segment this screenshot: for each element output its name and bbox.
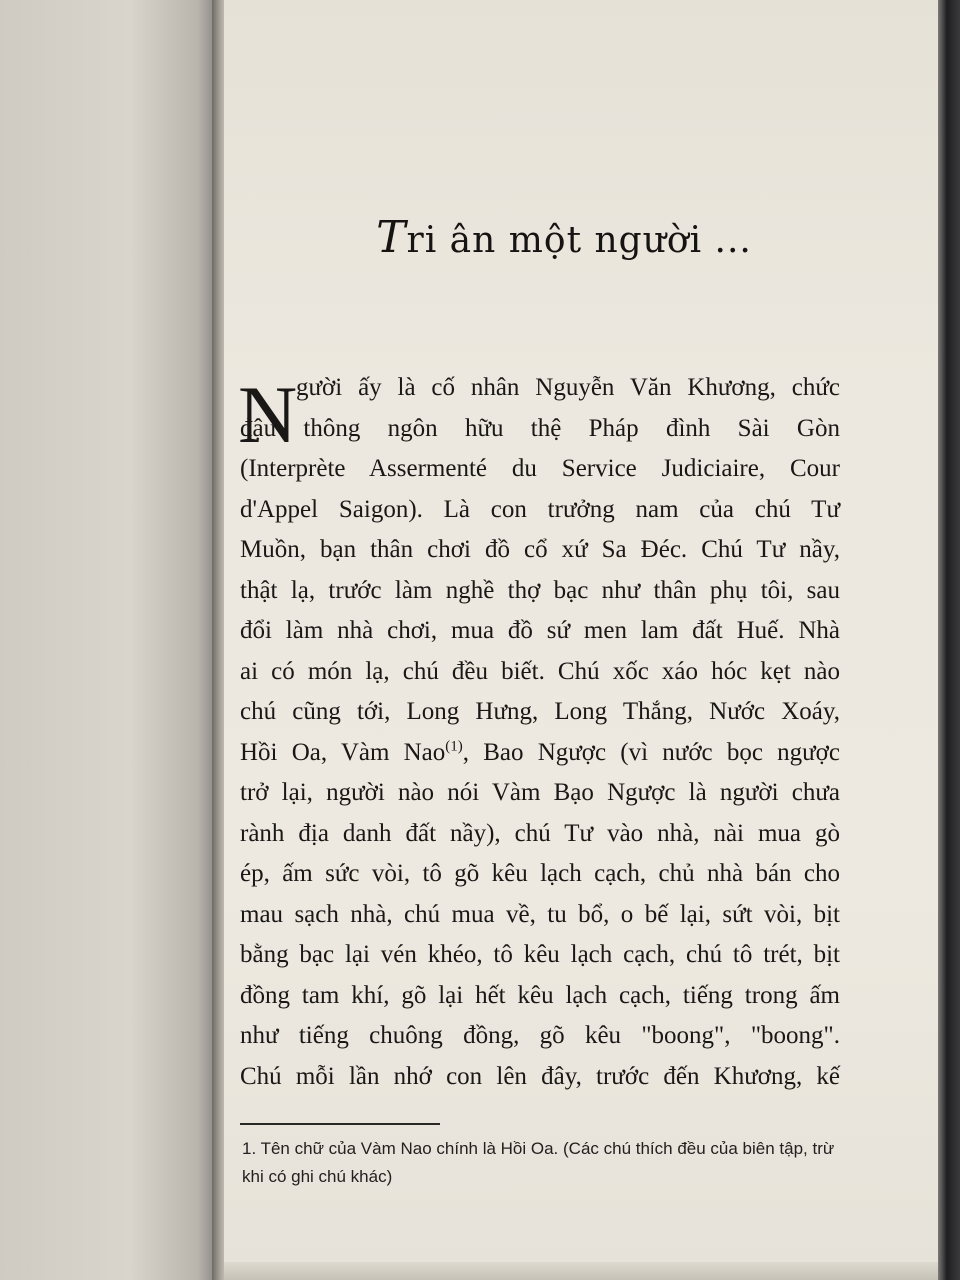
body-line-part: , Bao Ngược (vì nước bọc ngược — [462, 738, 840, 766]
left-page-bleed-text — [5, 196, 215, 441]
chapter-title-initial: T — [376, 212, 407, 263]
body-line: rành địa danh đất nầy), chú Tư vào nhà, nài mua gò — [240, 819, 840, 847]
chapter-title-rest: ri ân một người ... — [406, 220, 752, 261]
body-line: trở lại, người nào nói Vàm Bạo Ngược là người chưa — [240, 779, 840, 806]
body-line: như tiếng chuông đồng, gõ kêu "boong", "boong". — [240, 1022, 840, 1049]
body-line: ai có món lạ, chú đều biết. Chú xốc xáo hóc kẹt nào — [240, 657, 840, 685]
right-page — [224, 0, 942, 1280]
body-line: mau sạch nhà, chú mua về, tu bổ, o bế lại, sứt vòi, bịt — [240, 900, 840, 928]
footnote-line: khi có ghi chú khác) — [242, 1167, 393, 1186]
left-page — [0, 0, 215, 1280]
body-line: đổi làm nhà chơi, mua đồ sứ men lam đất Huế. Nhà — [240, 617, 840, 644]
body-line: Muồn, bạn thân chơi đồ cổ xứ Sa Đéc. Chú Tư nầy, — [240, 536, 840, 563]
body-line: đồng tam khí, gõ lại hết kêu lạch cạch, tiếng trong ấm — [240, 981, 840, 1009]
body-line: (Interprète Assermenté du Service Judiciaire, Cour — [240, 455, 840, 482]
book-cover-edge — [938, 0, 960, 1280]
drop-cap: N — [238, 369, 298, 460]
body-line: thật lạ, trước làm nghề thợ bạc như thân phụ tôi, sau — [240, 576, 840, 604]
body-line: ép, ấm sức vòi, tô gõ kêu lạch cạch, chủ nhà bán cho — [240, 860, 840, 887]
footnote — [242, 1135, 842, 1191]
page-bottom-edge — [224, 1262, 942, 1280]
footnote-rule — [240, 1123, 440, 1125]
body-line: đậu thông ngôn hữu thệ Pháp đình Sài Gòn — [240, 414, 840, 442]
body-line-part: Hồi Oa, Vàm Nao — [240, 738, 446, 766]
body-line: gười ấy là cố nhân Nguyễn Văn Khương, chức — [296, 374, 840, 401]
chapter-title — [354, 212, 774, 263]
body-line-with-footnote — [240, 733, 840, 774]
body-line: d'Appel Saigon). Là con trưởng nam của chú Tư — [240, 495, 840, 523]
footnote-marker: (1) — [445, 738, 463, 755]
body-line: Chú mỗi lần nhớ con lên đây, trước đến Khương, kế — [240, 1062, 840, 1090]
body-line: bằng bạc lại vén khéo, tô kêu lạch cạch, chú tô trét, bịt — [240, 941, 840, 968]
footnote-line: 1. Tên chữ của Vàm Nao chính là Hồi Oa. (Các chú thích đều của biên tập, trừ — [242, 1139, 835, 1158]
body-line: chú cũng tới, Long Hưng, Long Thắng, Nước Xoáy, — [240, 698, 840, 725]
body-text — [240, 368, 840, 1097]
